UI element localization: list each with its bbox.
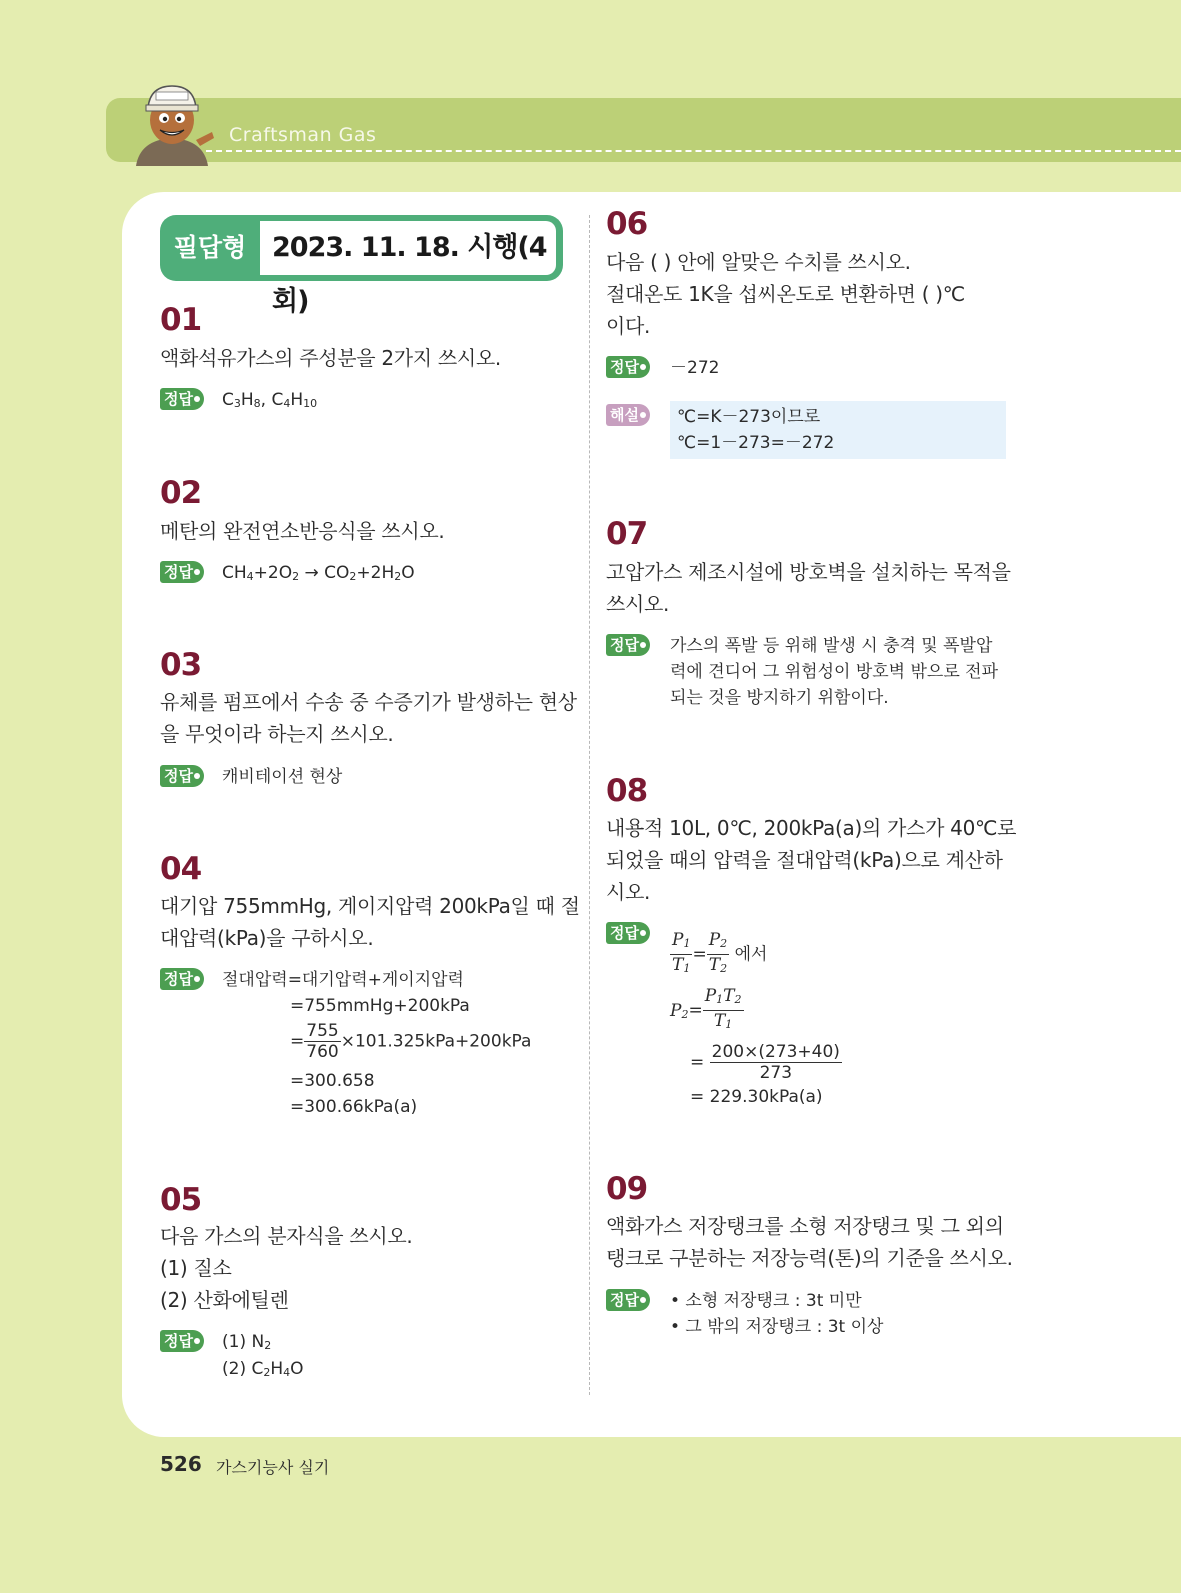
answer-line: 절대압력=대기압력+게이지압력 xyxy=(222,970,464,990)
question-number: 08 xyxy=(606,773,648,809)
explanation-text: ℃=1－273=－272 xyxy=(677,433,835,453)
question-number: 07 xyxy=(606,516,648,552)
question-text: 탱크로 구분하는 저장능력(톤)의 기준을 쓰시오. xyxy=(606,1246,1013,1270)
answer-tag: 정답 xyxy=(606,356,650,378)
answer-tag: 정답 xyxy=(160,388,204,410)
exam-badge xyxy=(160,215,563,317)
answer-line: 력에 견디어 그 위험성이 방호벽 밖으로 전파 xyxy=(670,662,999,682)
question-text: 쓰시오. xyxy=(606,592,670,616)
question-text: 다음 가스의 분자식을 쓰시오. xyxy=(160,1224,413,1248)
header-dashed-line xyxy=(206,150,1181,152)
explain-tag: 해설 xyxy=(606,404,650,426)
question-text: 메탄의 완전연소반응식을 쓰시오. xyxy=(160,519,445,543)
answer-line: 되는 것을 방지하기 위함이다. xyxy=(670,688,889,708)
answer-line: • 소형 저장탱크 : 3t 미만 xyxy=(670,1291,862,1311)
fraction: $\frac{755}{760}$ xyxy=(306,1021,339,1062)
column-divider xyxy=(589,215,590,1395)
answer-tag: 정답 xyxy=(160,561,204,583)
question-text: 시오. xyxy=(606,880,651,904)
answer-tag: 정답 xyxy=(160,765,204,787)
answer-tag: 정답 xyxy=(606,634,650,656)
question-text: 고압가스 제조시설에 방호벽을 설치하는 목적을 xyxy=(606,560,1011,584)
answer-text: C3H8, C4H10 xyxy=(222,390,318,410)
question-item: (2) 산화에틸렌 xyxy=(160,1288,289,1312)
equation-line: P2= $\frac{P1T2}{T1}$ xyxy=(670,986,742,1031)
answer-line: 가스의 폭발 등 위해 발생 시 충격 및 폭발압 xyxy=(670,636,993,656)
question-number: 05 xyxy=(160,1182,202,1218)
question-text: 되었을 때의 압력을 절대압력(kPa)으로 계산하 xyxy=(606,848,1003,872)
question-number: 06 xyxy=(606,206,648,242)
answer-tag: 정답 xyxy=(160,968,204,990)
answer-text: 캐비테이션 현상 xyxy=(222,767,343,787)
question-number: 03 xyxy=(160,647,202,683)
exam-date: 2023. 11. 18. 시행(4회) xyxy=(260,221,556,275)
question-text: 다음 ( ) 안에 알맞은 수치를 쓰시오. xyxy=(606,250,911,274)
answer-text: －272 xyxy=(670,358,720,378)
question-number: 01 xyxy=(160,302,202,338)
page-number: 526 xyxy=(160,1452,202,1476)
answer-tag: 정답 xyxy=(606,922,650,944)
question-text: 액화석유가스의 주성분을 2가지 쓰시오. xyxy=(160,346,501,370)
answer-line: • 그 밖의 저장탱크 : 3t 이상 xyxy=(670,1317,884,1337)
answer-tag: 정답 xyxy=(160,1330,204,1352)
question-text: 대기압 755mmHg, 게이지압력 200kPa일 때 절 xyxy=(160,894,580,918)
answer-fraction-line: = $\frac{755}{760}$ ×101.325kPa+200kPa xyxy=(290,1021,532,1062)
question-text: 이다. xyxy=(606,314,651,338)
question-text: 유체를 펌프에서 수송 중 수증기가 발생하는 현상 xyxy=(160,690,577,714)
answer-line: =300.658 xyxy=(290,1071,375,1091)
question-number: 04 xyxy=(160,851,202,887)
equation-line: = $\frac{200\times(273+40)}{273}$ xyxy=(690,1042,840,1083)
question-text: 절대온도 1K을 섭씨온도로 변환하면 ( )℃ xyxy=(606,282,965,306)
exam-type: 필답형 xyxy=(173,233,247,262)
answer-text: (1) N2 xyxy=(222,1332,272,1352)
equation-line: $\frac{P1}{T1}$ = $\frac{P2}{T2}$ 에서 xyxy=(672,930,768,975)
question-text: 을 무엇이라 하는지 쓰시오. xyxy=(160,722,394,746)
book-title: 가스기능사 실기 xyxy=(216,1458,330,1477)
answer-tag: 정답 xyxy=(606,1289,650,1311)
question-item: (1) 질소 xyxy=(160,1256,232,1280)
answer-text: (2) C2H4O xyxy=(222,1359,304,1379)
question-text: 액화가스 저장탱크를 소형 저장탱크 및 그 외의 xyxy=(606,1214,1004,1238)
question-text: 내용적 10L, 0℃, 200kPa(a)의 가스가 40℃로 xyxy=(606,816,1017,840)
answer-text: CH4+2O2 → CO2+2H2O xyxy=(222,563,415,583)
header-title: Craftsman Gas xyxy=(229,124,377,146)
question-text: 대압력(kPa)을 구하시오. xyxy=(160,926,374,950)
question-number: 02 xyxy=(160,475,202,511)
explanation-text: ℃=K－273이므로 xyxy=(677,407,821,427)
mascot-illustration xyxy=(126,78,218,166)
answer-line: =300.66kPa(a) xyxy=(290,1097,418,1117)
answer-line: =755mmHg+200kPa xyxy=(290,996,470,1016)
answer-result: = 229.30kPa(a) xyxy=(690,1087,823,1107)
question-number: 09 xyxy=(606,1171,648,1207)
